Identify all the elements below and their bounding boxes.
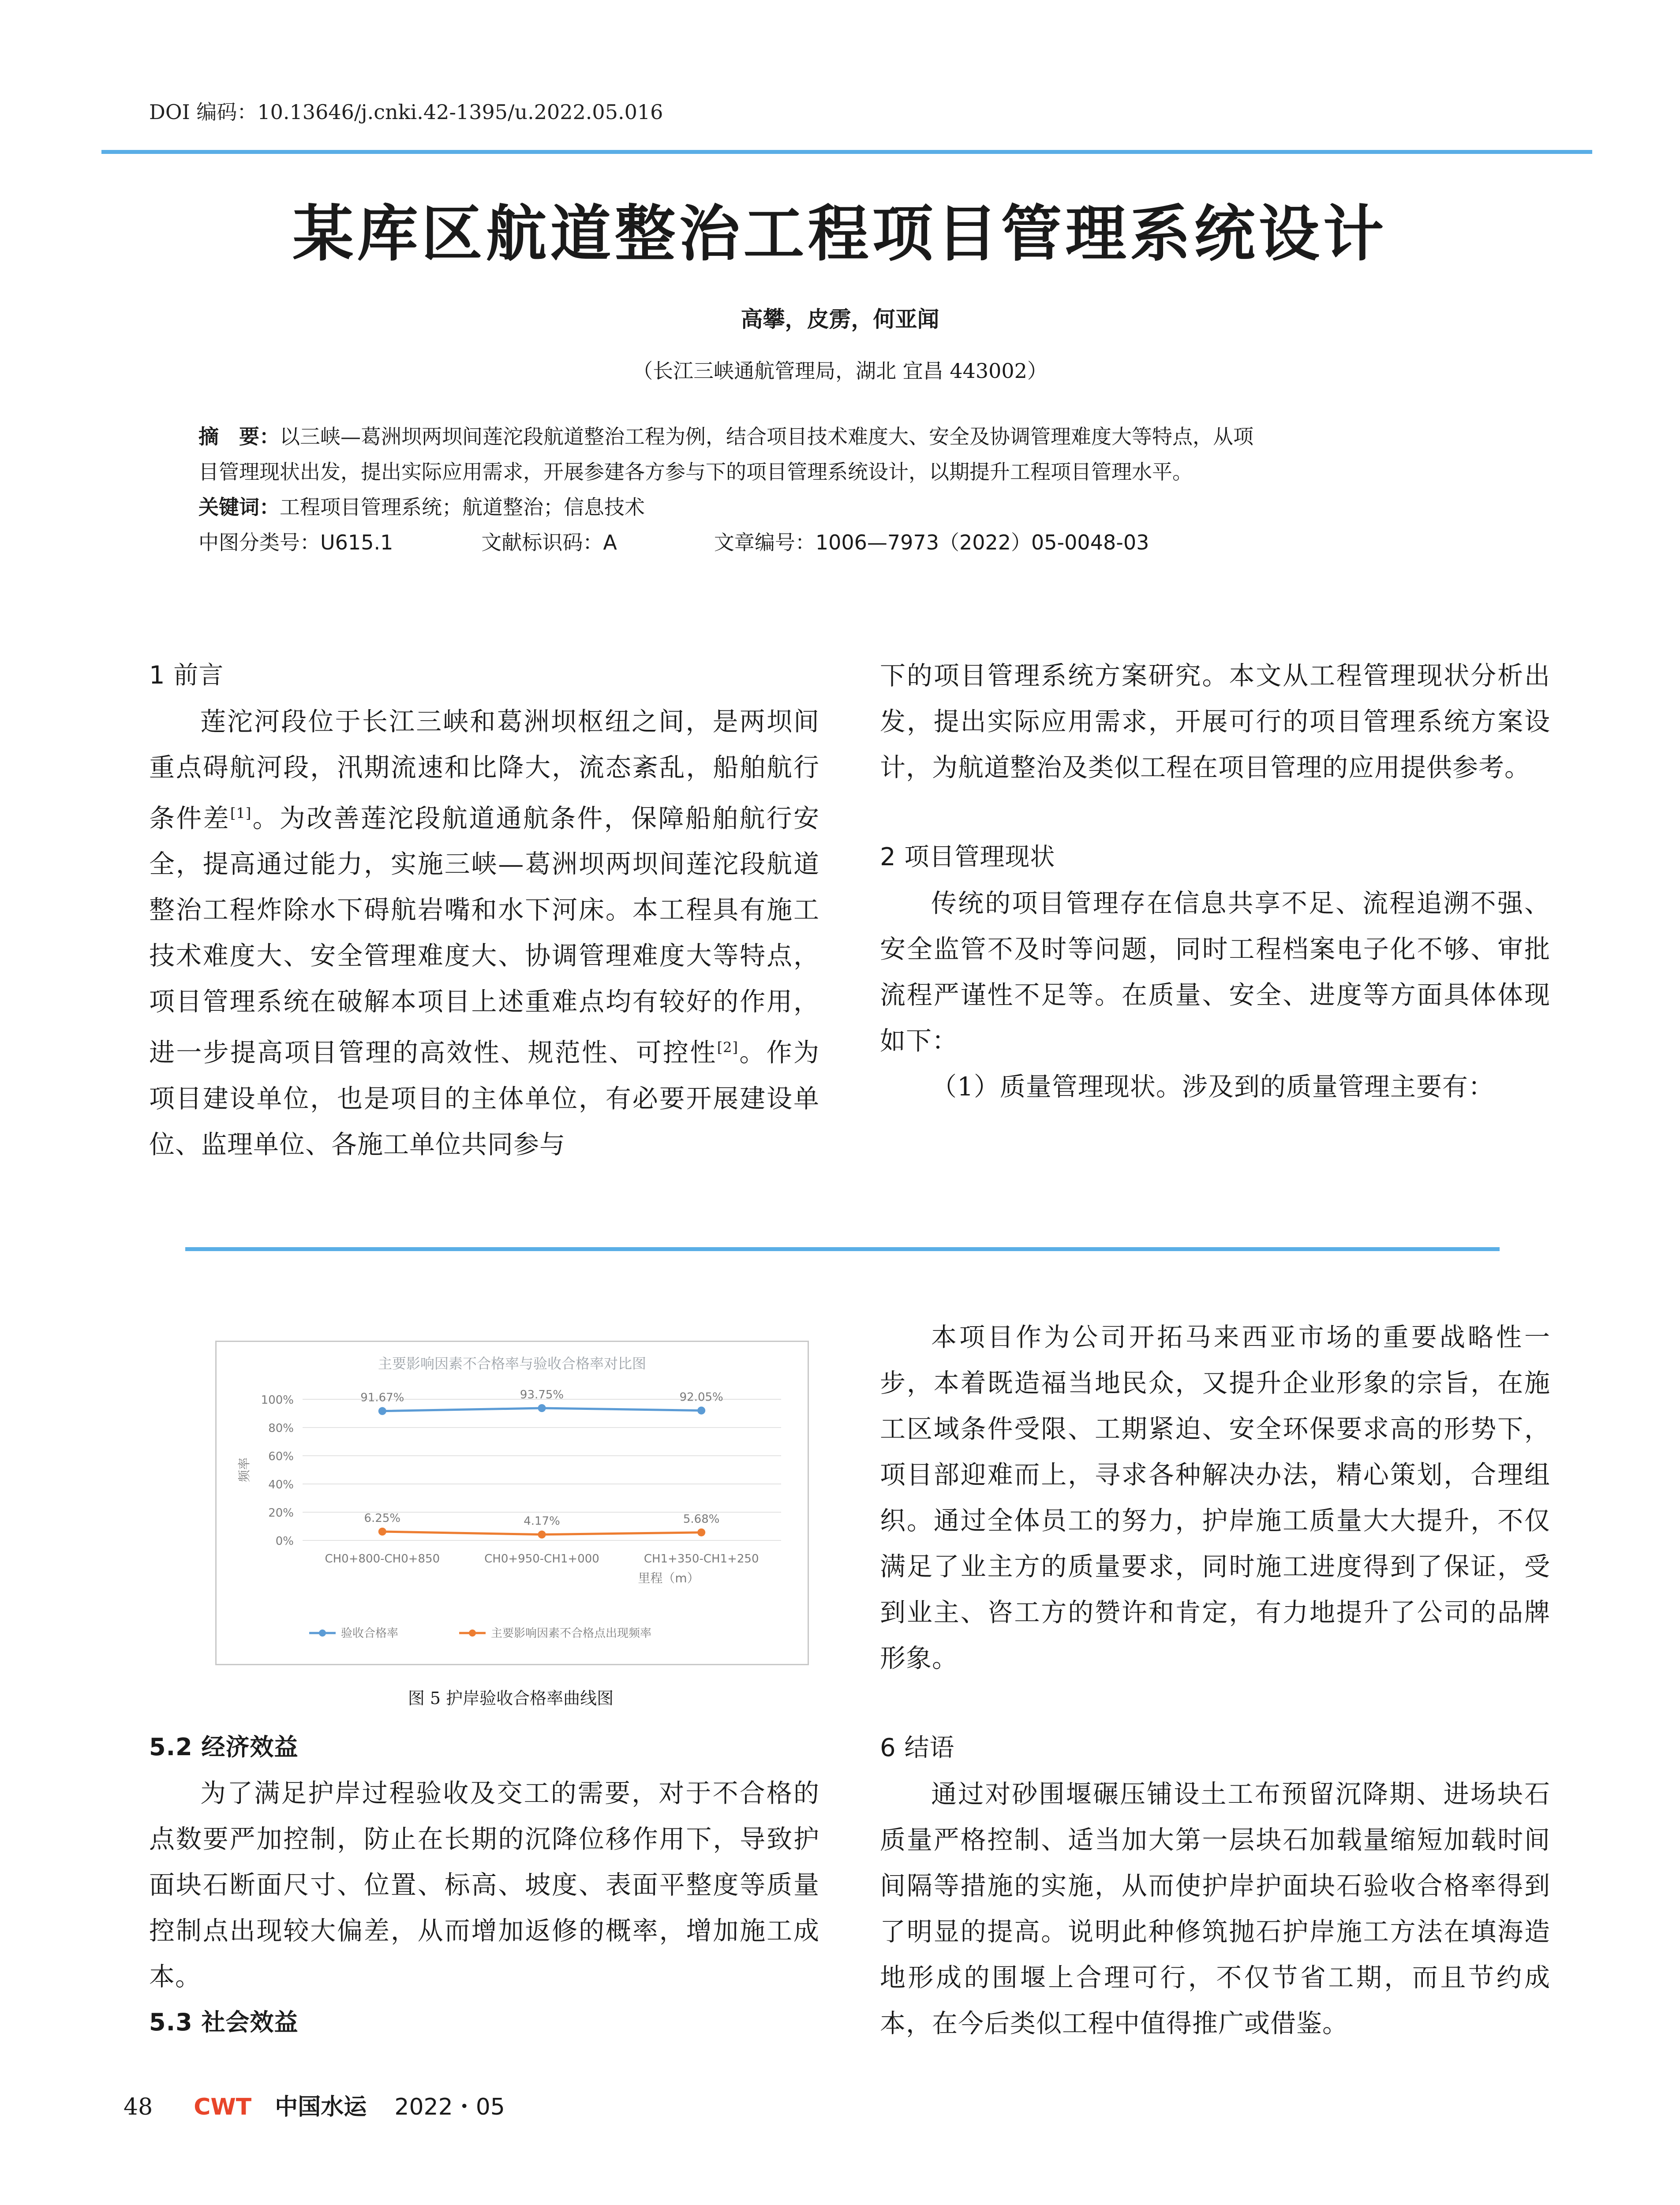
abstract bbox=[198, 419, 1522, 560]
doc-code-label: 文献标识码： bbox=[481, 531, 603, 554]
citation-1[interactable]: [1] bbox=[230, 805, 252, 822]
issue-date: 2022・05 bbox=[394, 2094, 505, 2120]
y-tick-label: 80% bbox=[268, 1422, 294, 1435]
y-tick-label: 40% bbox=[268, 1478, 294, 1491]
x-tick-label: CH0+800-CH0+850 bbox=[325, 1552, 440, 1566]
authors: 高攀，皮雳，何亚闻 bbox=[741, 306, 939, 332]
data-label: 92.05% bbox=[679, 1390, 723, 1404]
clc-label: 中图分类号： bbox=[198, 531, 320, 554]
data-label: 91.67% bbox=[360, 1391, 404, 1405]
abstract-line-2: 目管理现状出发，提出实际应用需求，开展参建各方参与下的项目管理系统设计，以期提升工程项目管理水平。 bbox=[198, 460, 1193, 484]
intro-text-b: 。为改善莲沱段航道通航条件，保障船舶航行安全，提高通过能力，实施三峡—葛洲坝两坝间莲沱段航道整治工程炸除水下碍航岩嘴和水下河床。本工程具有施工技术难度大、安全管理难度大、协调管理难度大等特点，项目管理系统在破解本项目上述重难点均有较好的作用，进一步提高项目管理的高效性、规范性、可控性 bbox=[149, 803, 819, 1068]
chart-figure bbox=[215, 1341, 809, 1665]
lower-right-column bbox=[880, 1314, 1550, 2046]
section-heading-5-3: 5.3 社会效益 bbox=[149, 2008, 299, 2036]
affiliation: （长江三峡通航管理局，湖北 宜昌 443002） bbox=[632, 359, 1048, 383]
data-label: 4.17% bbox=[524, 1514, 560, 1528]
clc-value: U615.1 bbox=[320, 531, 393, 554]
paragraph-social: 本项目作为公司开拓马来西亚市场的重要战略性一步，本着既造福当地民众，又提升企业形象的宗旨，在施工区域条件受限、工期紧迫、安全环保要求高的形势下，项目部迎难而上，寻求各种解决办法，精心策划，合理组织。通过全体员工的努力，护岸施工质量大大提升，不仅满足了业主方的质量要求，同时施工进度得到了保证，受到业主、咨工方的赞许和肯定，有力地提升了公司的品牌形象。 bbox=[880, 1322, 1550, 1673]
keywords-label: 关键词： bbox=[198, 495, 280, 519]
upper-right-column bbox=[880, 653, 1550, 1110]
paragraph-status: 传统的项目管理存在信息共享不足、流程追溯不强、安全监管不及时等问题，同时工程档案电子化不够、审批流程严谨性不足等。在质量、安全、进度等方面具体体现如下： bbox=[880, 888, 1550, 1056]
article-no-value: 1006—7973（2022）05-0048-03 bbox=[815, 531, 1149, 554]
paragraph-conclusion: 通过对砂围堰碾压铺设土工布预留沉降期、进场块石质量严格控制、适当加大第一层块石加载量缩短加载时间间隔等措施的实施，从而使护岸护面块石验收合格率得到了明显的提高。说明此种修筑抛石护岸施工方法在填海造地形成的围堰上合理可行，不仅节省工期，而且节约成本，在今后类似工程中值得推广或借鉴。 bbox=[880, 1779, 1550, 2038]
chart-title: 主要影响因素不合格率与验收合格率对比图 bbox=[378, 1355, 647, 1372]
page-footer bbox=[123, 2088, 505, 2121]
abstract-label: 摘 要： bbox=[198, 425, 280, 448]
y-tick-label: 60% bbox=[268, 1450, 294, 1463]
legend-label: 验收合格率 bbox=[341, 1627, 399, 1640]
line-chart bbox=[217, 1342, 808, 1664]
doc-code-value: A bbox=[603, 531, 617, 554]
legend-marker bbox=[319, 1629, 326, 1637]
data-label: 93.75% bbox=[520, 1388, 564, 1401]
x-axis-label: 里程（m） bbox=[638, 1571, 700, 1585]
citation-2[interactable]: [2] bbox=[717, 1039, 739, 1056]
y-axis-label: 频率 bbox=[237, 1457, 251, 1483]
x-tick-label: CH0+950-CH1+000 bbox=[484, 1552, 599, 1566]
figure-caption: 图 5 护岸验收合格率曲线图 bbox=[408, 1689, 614, 1708]
middle-rule bbox=[185, 1247, 1500, 1251]
data-point bbox=[538, 1531, 546, 1539]
y-tick-label: 100% bbox=[261, 1394, 294, 1407]
abstract-line-1: 以三峡—葛洲坝两坝间莲沱段航道整治工程为例，结合项目技术难度大、安全及协调管理难度大等特点，从项 bbox=[280, 425, 1253, 448]
section-heading-6: 6 结语 bbox=[880, 1734, 955, 1762]
upper-left-column bbox=[149, 653, 819, 1167]
data-point bbox=[697, 1406, 705, 1414]
data-point bbox=[538, 1404, 546, 1412]
article-no-label: 文章编号： bbox=[714, 531, 816, 554]
x-tick-label: CH1+350-CH1+250 bbox=[644, 1552, 759, 1566]
legend-label: 主要影响因素不合格点出现频率 bbox=[491, 1627, 652, 1640]
continued-paragraph: 下的项目管理系统方案研究。本文从工程管理现状分析出发，提出实际应用需求，开展可行的项目管理系统方案设计，为航道整治及类似工程在项目管理的应用提供参考。 bbox=[880, 661, 1550, 782]
intro-text-c: 。作为项目建设单位，也是项目的主体单位，有必要开展建设单位、监理单位、各施工单位共同参与 bbox=[149, 1037, 819, 1159]
page-number: 48 bbox=[123, 2094, 153, 2120]
data-point bbox=[697, 1529, 705, 1536]
y-tick-label: 0% bbox=[275, 1535, 294, 1548]
data-label: 6.25% bbox=[364, 1512, 401, 1525]
data-label: 5.68% bbox=[683, 1512, 720, 1526]
data-point bbox=[378, 1528, 386, 1536]
lower-left-column bbox=[149, 1724, 819, 2045]
doi-line: DOI 编码：10.13646/j.cnki.42-1395/u.2022.05.016 bbox=[149, 100, 663, 124]
section-heading-2: 2 项目管理现状 bbox=[880, 843, 1055, 871]
intro-text-a: 莲沱河段位于长江三峡和葛洲坝枢纽之间，是两坝间重点碍航河段，汛期流速和比降大，流态紊乱，船舶航行条件差 bbox=[149, 706, 819, 833]
legend-marker bbox=[469, 1629, 476, 1637]
paragraph-economic: 为了满足护岸过程验收及交工的需要，对于不合格的点数要严加控制，防止在长期的沉降位移作用下，导致护面块石断面尺寸、位置、标高、坡度、表面平整度等质量控制点出现较大偏差，从而增加返修的概率，增加施工成本。 bbox=[149, 1778, 819, 1992]
section-heading-5-2: 5.2 经济效益 bbox=[149, 1733, 299, 1761]
article-title: 某库区航道整治工程项目管理系统设计 bbox=[292, 198, 1388, 269]
y-tick-label: 20% bbox=[268, 1506, 294, 1520]
keywords-text: 工程项目管理系统；航道整治；信息技术 bbox=[280, 495, 645, 519]
data-point bbox=[378, 1407, 386, 1415]
paragraph-quality: （1）质量管理现状。涉及到的质量管理主要有： bbox=[931, 1072, 1494, 1102]
section-heading-1: 1 前言 bbox=[149, 661, 224, 690]
header-rule bbox=[101, 150, 1592, 154]
magazine-name: 中国水运 bbox=[275, 2094, 367, 2120]
paragraph-intro bbox=[149, 699, 819, 1167]
cwt-logo: CWT bbox=[194, 2094, 252, 2120]
